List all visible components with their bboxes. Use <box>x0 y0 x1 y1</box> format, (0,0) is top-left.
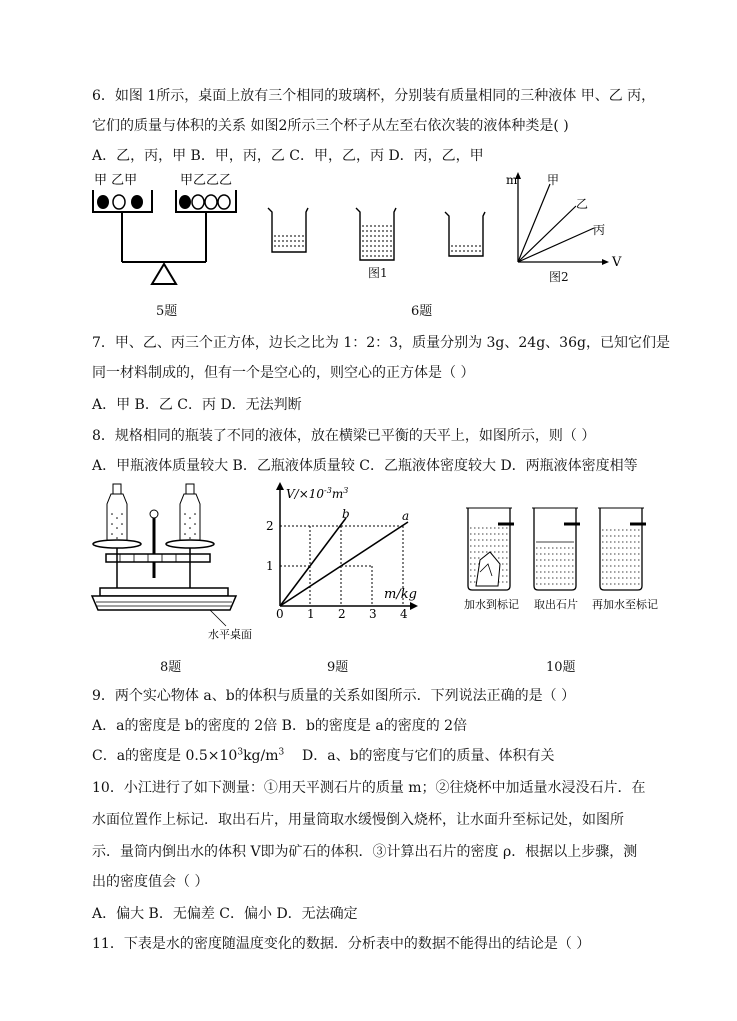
q9-yexp: -3 <box>324 486 332 495</box>
q8-caption: 8题 <box>160 660 182 675</box>
q6-beaker-3 <box>443 210 487 258</box>
q5-right-labels: 甲乙乙乙 <box>180 173 233 188</box>
q9-option-d: D．a、b的密度与它们的质量、体积有关 <box>302 748 555 764</box>
q6-line2: 它们的质量与体积的关系 如图2所示三个杯子从左至右依次装的液体种类是( ) <box>92 118 569 134</box>
q6-axis-m: m <box>506 173 518 187</box>
q8-options: A．甲瓶液体质量较大 B．乙瓶液体质量较 C．乙瓶液体密度较大 D．两瓶液体密度相等 <box>92 458 638 474</box>
q9-tick-x1: 1 <box>307 607 315 621</box>
q6-beaker-2 <box>354 206 398 262</box>
q10-beaker-1 <box>466 508 514 590</box>
q9-tick-y2: 2 <box>266 519 274 533</box>
q6-caption: 6题 <box>411 304 433 319</box>
svg-text:V/×10-3m3 <box>286 486 348 501</box>
q11-line1: 11．下表是水的密度随温度变化的数据．分析表中的数据不能得出的结论是（ ） <box>92 936 591 952</box>
q9-option-c-exp: 3 <box>237 747 244 758</box>
q9-options-ab: A．a的密度是 b的密度的 2倍 B．b的密度是 a的密度的 2倍 <box>92 718 468 734</box>
q9-tick-x4: 4 <box>400 607 408 621</box>
q6-label-bing: 丙 <box>593 223 606 237</box>
q10-line3: 示．量筒内倒出水的体积 V即为矿石的体积．③计算出石片的密度 ρ．根据以上步骤，测 <box>92 844 638 860</box>
q9-ylabel: V/×10 <box>286 487 325 501</box>
q10-label-1: 加水到标记 <box>464 598 519 611</box>
q6-beaker-1 <box>266 206 310 254</box>
q9-yunit: m <box>331 487 344 501</box>
q7-options: A．甲 B．乙 C．丙 D．无法判断 <box>92 397 302 413</box>
q8-desk-label: 水平桌面 <box>208 628 252 641</box>
q9-xlabel: m/kg <box>384 587 417 602</box>
q7-line2: 同一材料制成的，但有一个是空心的，则空心的正方体是（ ） <box>92 365 475 381</box>
q5-caption: 5题 <box>156 304 178 319</box>
q7-line1: 7．甲、乙、丙三个正方体，边长之比为 1：2：3，质量分别为 3g、24g、36g，已知它们是 <box>92 335 670 351</box>
q6-line-yi <box>518 206 576 262</box>
q10-caption: 10题 <box>546 660 576 675</box>
q9-tick-x2: 2 <box>338 607 346 621</box>
q6-label-yi: 乙 <box>576 197 589 211</box>
q9-line1: 9．两个实心物体 a、b的体积与质量的关系如图所示．下列说法正确的是（ ） <box>92 688 576 704</box>
q9-label-a: a <box>402 509 410 523</box>
q6-label-jia: 甲 <box>547 173 560 187</box>
q10-beakers-figure <box>462 502 658 612</box>
q8-line1: 8．规格相同的瓶装了不同的液体，放在横梁已平衡的天平上，如图所示，则（ ） <box>92 428 596 444</box>
q6-fig1-label: 图1 <box>368 266 388 280</box>
q6-axis-v: V <box>612 255 622 270</box>
q10-line1: 10．小江进行了如下测量：①用天平测石片的质量 m；②往烧杯中加适量水浸没石片．在 <box>92 780 646 796</box>
q9-caption: 9题 <box>327 660 349 675</box>
q10-options: A．偏大 B．无偏差 C．偏小 D．无法确定 <box>92 906 358 922</box>
q6-line1: 6．如图 1所示，桌面上放有三个相同的玻璃杯，分别装有质量相同的三种液体 甲、乙 丙， <box>92 88 656 104</box>
q9-option-c-unitexp: 3 <box>278 747 285 758</box>
q10-label-2: 取出石片 <box>534 598 578 611</box>
q8-balance-figure <box>90 478 252 648</box>
q9-tick-y1: 1 <box>266 559 274 573</box>
q6-fig2-label: 图2 <box>549 270 569 284</box>
q5-left-labels: 甲 乙甲 <box>94 173 138 188</box>
q10-line4: 出的密度值会（ ） <box>92 874 209 890</box>
q9-option-c <box>92 746 284 766</box>
q9-label-b: b <box>342 507 350 521</box>
q9-option-c-unit: kg/m <box>243 748 279 764</box>
q9-tick-x0: 0 <box>276 607 284 621</box>
q9-option-c-text: C．a的密度是 0.5×10 <box>92 748 238 764</box>
q10-label-3: 再加水至标记 <box>592 598 658 611</box>
q6-options: A．乙，丙，甲 B．甲，丙，乙 C．甲，乙，丙 D．丙，乙，甲 <box>92 148 484 164</box>
q10-beaker-3 <box>598 508 646 590</box>
q9-yunitexp: 3 <box>343 486 349 495</box>
q10-line2: 水面位置作上标记．取出石片，用量筒取水缓慢倒入烧杯，让水面升至标记处，如图所 <box>92 812 624 828</box>
q9-vm-graph <box>262 478 442 620</box>
q9-tick-x3: 3 <box>369 607 377 621</box>
q6-mv-graph <box>500 170 630 270</box>
q10-beaker-2 <box>532 508 580 590</box>
q9-line-b <box>280 518 346 606</box>
q5-balance-figure <box>90 170 240 288</box>
